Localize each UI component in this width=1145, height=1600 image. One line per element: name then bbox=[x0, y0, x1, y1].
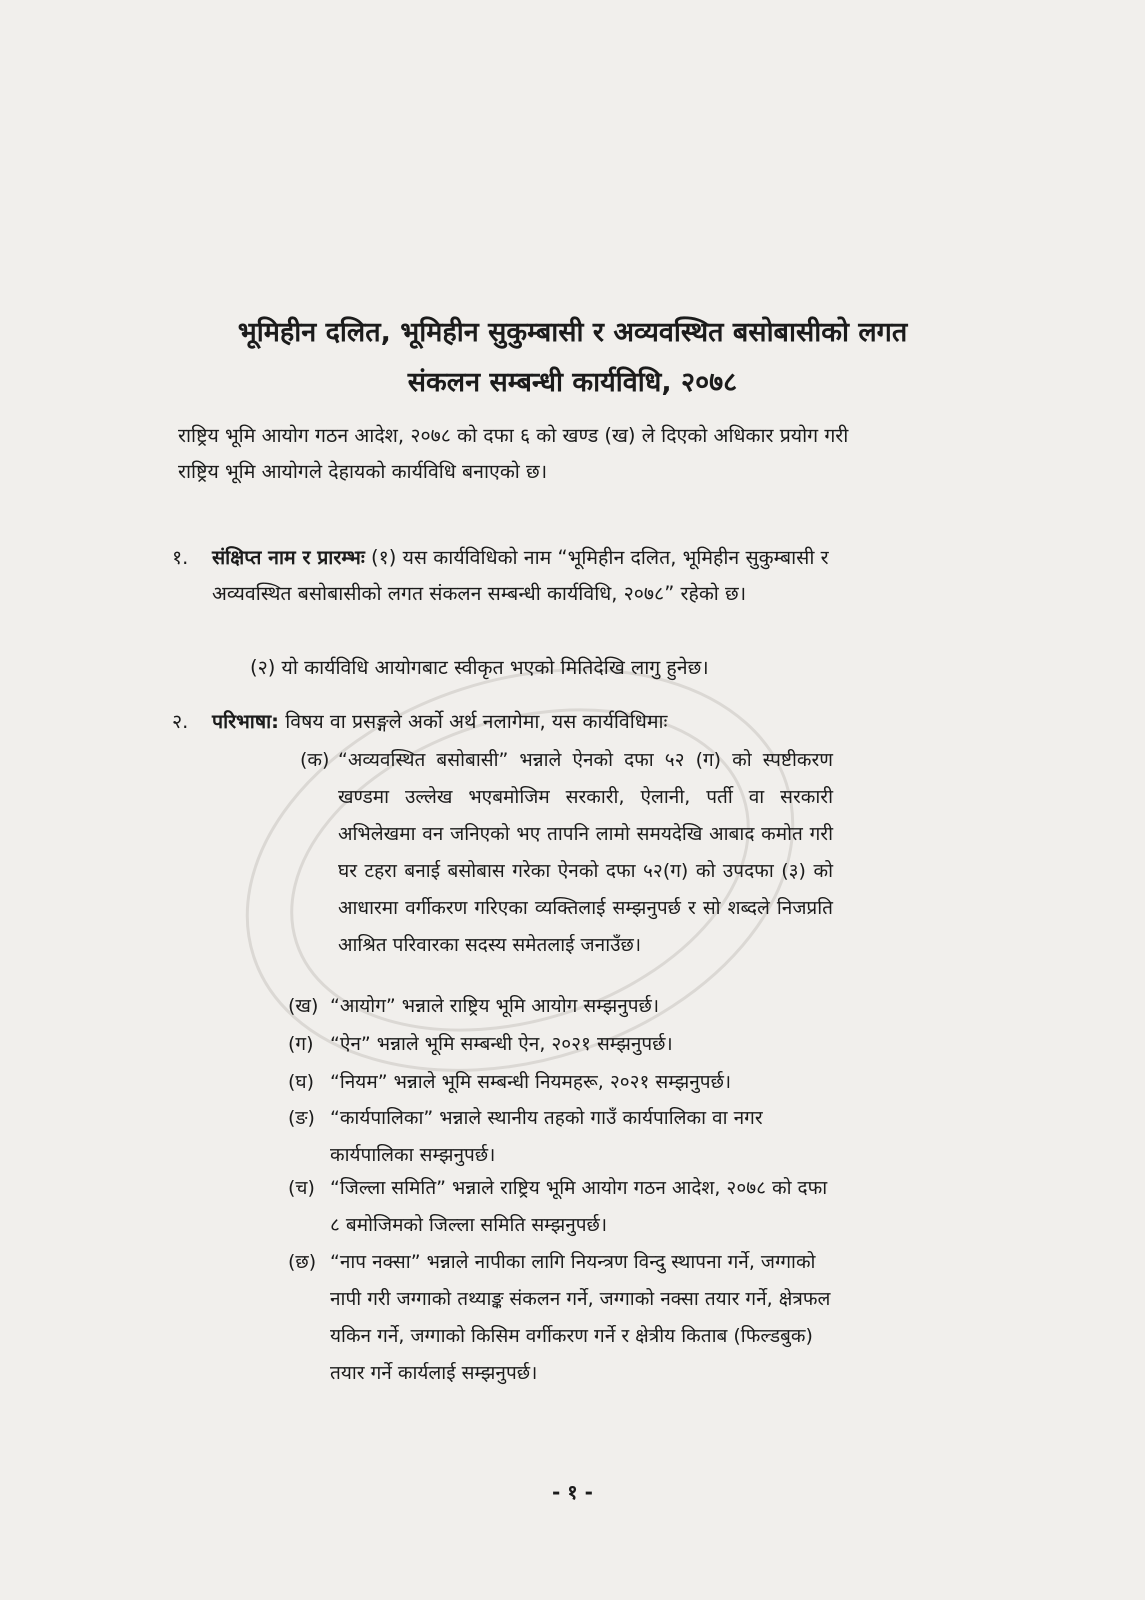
section-1-clause-1: (१) यस कार्यविधिको नाम “भूमिहीन दलित, भूमिहीन सुकुम्बासी र अव्यवस्थित बसोबासीको लगत संकलन सम्बन्धी कार्यविधि, २०७८” रहेको छ। bbox=[212, 546, 829, 605]
definition-text: “जिल्ला समिति” भन्नाले राष्ट्रिय भूमि आयोग गठन आदेश, २०७८ को दफा ८ बमोजिमको जिल्ला समिति सम्झनुपर्छ। bbox=[330, 1177, 828, 1236]
definition-text: “नियम” भन्नाले भूमि सम्बन्धी नियमहरू, २०२१ सम्झनुपर्छ। bbox=[330, 1071, 732, 1093]
definition-label: (घ) bbox=[288, 1071, 315, 1093]
title-line-2: संकलन सम्बन्धी कार्यविधि, २०७८ bbox=[407, 367, 738, 398]
section-2-lead bbox=[212, 704, 852, 740]
definition-label: (छ) bbox=[288, 1251, 317, 1273]
definition-text: “ऐन” भन्नाले भूमि सम्बन्धी ऐन, २०२१ सम्झनुपर्छ। bbox=[330, 1033, 673, 1055]
definition-text: “आयोग” भन्नाले राष्ट्रिय भूमि आयोग सम्झनुपर्छ। bbox=[330, 995, 660, 1017]
section-1-number: १. bbox=[172, 546, 189, 569]
section-1-heading: संक्षिप्त नाम र प्रारम्भः bbox=[212, 546, 365, 569]
document-title bbox=[150, 308, 995, 408]
intro-paragraph: राष्ट्रिय भूमि आयोग गठन आदेश, २०७८ को दफा ६ को खण्ड (ख) ले दिएको अधिकार प्रयोग गरी राष्ट्रिय भूमि आयोगले देहायको कार्यविधि बनाएको छ। bbox=[178, 424, 849, 483]
section-2-number: २. bbox=[172, 710, 189, 733]
section-1-clause-2: (२) यो कार्यविधि आयोगबाट स्वीकृत भएको मितिदेखि लागु हुनेछ। bbox=[250, 656, 709, 679]
definition-label: (ग) bbox=[288, 1033, 314, 1055]
title-line-1: भूमिहीन दलित, भूमिहीन सुकुम्बासी र अव्यवस्थित बसोबासीको लगत bbox=[237, 317, 908, 348]
definition-label: (च) bbox=[288, 1177, 315, 1199]
definition-text: “नाप नक्सा” भन्नाले नापीका लागि नियन्त्रण विन्दु स्थापना गर्ने, जग्गाको नापी गरी जग्गाको तथ्याङ्क संकलन गर्ने, जग्गाको नक्सा तयार गर्ने, क्षेत्रफल यकिन गर्ने, जग्गाको किसिम वर्गीकरण गर्ने र क्षेत्रीय किताब (फिल्डबुक) तयार गर्ने कार्यलाई सम्झनुपर्छ। bbox=[330, 1251, 831, 1384]
definition-text: “कार्यपालिका” भन्नाले स्थानीय तहको गाउँ कार्यपालिका वा नगर कार्यपालिका सम्झनुपर्छ। bbox=[330, 1107, 763, 1166]
section-1-body bbox=[212, 540, 852, 612]
definition-label: (ङ) bbox=[288, 1107, 315, 1129]
definition-label: (ख) bbox=[288, 995, 319, 1017]
definition-label: (क) bbox=[300, 749, 330, 771]
definition-text: “अव्यवस्थित बसोबासी” भन्नाले ऐनको दफा ५२ (ग) को स्पष्टीकरण खण्डमा उल्लेख भएबमोजिम सरकारी, ऐलानी, पर्ती वा सरकारी अभिलेखमा वन जनिएको भए तापनि लामो समयदेखि आबाद कमोत गरी घर टहरा बनाई बसोबास गरेका ऐनको दफा ५२(ग) को उपदफा (३) को आधारमा वर्गीकरण गरिएका व्यक्तिलाई सम्झनुपर्छ र सो शब्दले निजप्रति आश्रित परिवारका सदस्य समेतलाई जनाउँछ। bbox=[338, 749, 833, 956]
page-number: - १ - bbox=[552, 1480, 593, 1504]
section-2-lead-text: विषय वा प्रसङ्गले अर्को अर्थ नलागेमा, यस कार्यविधिमाः bbox=[285, 710, 668, 733]
section-2-heading: परिभाषा: bbox=[212, 710, 279, 733]
